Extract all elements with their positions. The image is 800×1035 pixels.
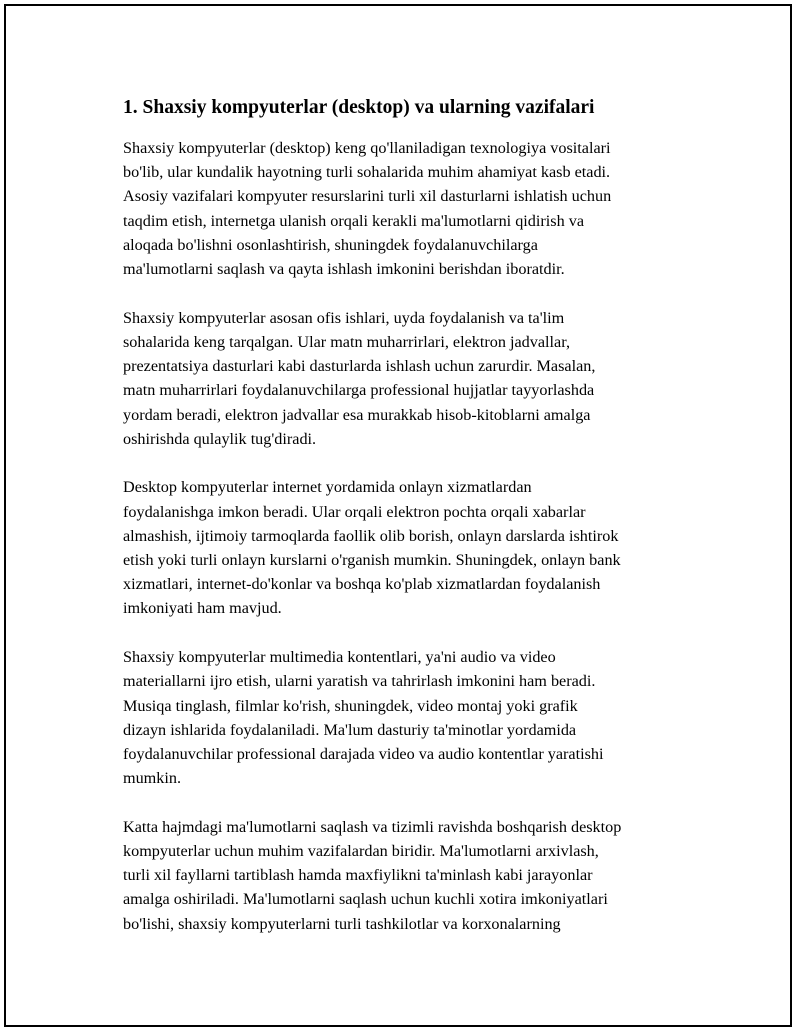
text-line: Desktop kompyuterlar internet yordamida onlayn xizmatlardan bbox=[123, 478, 532, 497]
paragraph-2 bbox=[123, 306, 703, 451]
text-line: aloqada bo'lishni osonlashtirish, shuningdek foydalanuvchilarga bbox=[123, 235, 538, 254]
text-line: bo'lishi, shaxsiy kompyuterlarni turli tashkilotlar va korxonalarning bbox=[123, 914, 561, 933]
text-line: Asosiy vazifalari kompyuter resurslarini turli xil dasturlarni ishlatish uchun bbox=[123, 187, 612, 206]
text-line: oshirishda qulaylik tug'diradi. bbox=[123, 429, 317, 448]
text-line: xizmatlari, internet-do'konlar va boshqa ko'plab xizmatlardan foydalanish bbox=[123, 575, 601, 594]
text-line: matn muharrirlari foydalanuvchilarga professional hujjatlar tayyorlashda bbox=[123, 381, 595, 400]
text-line: yordam beradi, elektron jadvallar esa murakkab hisob-kitoblarni amalga bbox=[123, 405, 591, 424]
document-body bbox=[123, 96, 703, 960]
text-line: Musiqa tinglash, filmlar ko'rish, shuningdek, video montaj yoki grafik bbox=[123, 696, 578, 715]
paragraph-1 bbox=[123, 136, 703, 281]
text-line: dizayn ishlarida foydalaniladi. Ma'lum dasturiy ta'minotlar yordamida bbox=[123, 720, 577, 739]
text-line: amalga oshiriladi. Ma'lumotlarni saqlash uchun kuchli xotira imkoniyatlari bbox=[123, 890, 608, 909]
paragraph-4 bbox=[123, 645, 703, 790]
text-line: etish yoki turli onlayn kurslarni o'rganish mumkin. Shuningdek, onlayn bank bbox=[123, 551, 621, 570]
text-line: Shaxsiy kompyuterlar asosan ofis ishlari, uyda foydalanish va ta'lim bbox=[123, 308, 565, 327]
page-frame bbox=[4, 4, 792, 1027]
text-line: taqdim etish, internetga ulanish orqali kerakli ma'lumotlarni qidirish va bbox=[123, 211, 585, 230]
text-line: kompyuterlar uchun muhim vazifalardan biridir. Ma'lumotlarni arxivlash, bbox=[123, 842, 599, 861]
text-line: Katta hajmdagi ma'lumotlarni saqlash va tizimli ravishda boshqarish desktop bbox=[123, 817, 622, 836]
text-line: prezentatsiya dasturlari kabi dasturlarda ishlash uchun zarurdir. Masalan, bbox=[123, 357, 596, 376]
text-line: materiallarni ijro etish, ularni yaratish va tahrirlash imkonini ham beradi. bbox=[123, 672, 596, 691]
text-line: mumkin. bbox=[123, 769, 182, 788]
text-line: Shaxsiy kompyuterlar multimedia kontentlari, ya'ni audio va video bbox=[123, 648, 556, 667]
text-line: sohalarida keng tarqalgan. Ular matn muharrirlari, elektron jadvallar, bbox=[123, 332, 571, 351]
paragraph-3 bbox=[123, 475, 703, 620]
text-line: bo'lib, ular kundalik hayotning turli sohalarida muhim ahamiyat kasb etadi. bbox=[123, 163, 611, 182]
text-line: ma'lumotlarni saqlash va qayta ishlash imkonini berishdan iboratdir. bbox=[123, 260, 565, 279]
paragraph-5 bbox=[123, 815, 703, 936]
text-line: imkoniyati ham mavjud. bbox=[123, 599, 282, 618]
text-line: foydalanishga imkon beradi. Ular orqali elektron pochta orqali xabarlar bbox=[123, 502, 586, 521]
text-line: foydalanuvchilar professional darajada video va audio kontentlar yaratishi bbox=[123, 744, 604, 763]
document-title: 1. Shaxsiy kompyuterlar (desktop) va ularning vazifalari bbox=[123, 97, 595, 118]
text-line: turli xil fayllarni tartiblash hamda maxfiylikni ta'minlash kabi jarayonlar bbox=[123, 866, 593, 885]
text-line: almashish, ijtimoiy tarmoqlarda faollik olib borish, onlayn darslarda ishtirok bbox=[123, 526, 619, 545]
text-line: Shaxsiy kompyuterlar (desktop) keng qo'llaniladigan texnologiya vositalari bbox=[123, 139, 611, 157]
